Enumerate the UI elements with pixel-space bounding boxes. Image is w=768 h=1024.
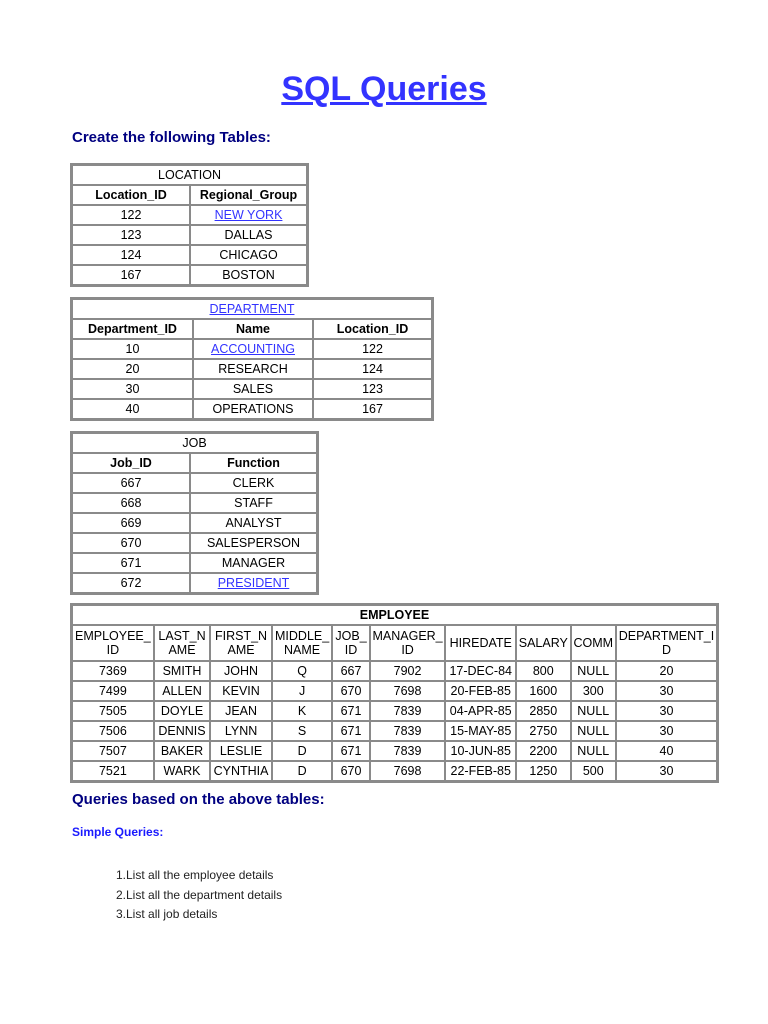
table-cell: 30 bbox=[616, 701, 717, 721]
column-header: Name bbox=[193, 319, 313, 339]
table-cell: 123 bbox=[72, 225, 190, 245]
table-row bbox=[72, 761, 717, 781]
column-header: Job_ID bbox=[72, 453, 190, 473]
table-cell: 10 bbox=[72, 339, 193, 359]
column-header bbox=[445, 625, 516, 661]
table-cell: JOHN bbox=[210, 661, 272, 681]
table-cell: 7698 bbox=[370, 761, 446, 781]
table-cell: 7698 bbox=[370, 681, 446, 701]
table-cell: NULL bbox=[571, 661, 616, 681]
list-item: 2.List all the department details bbox=[116, 887, 283, 902]
table-row bbox=[72, 513, 317, 533]
table-row bbox=[72, 721, 717, 741]
table-cell: CYNTHIA bbox=[210, 761, 272, 781]
president-link[interactable]: PRESIDENT bbox=[190, 573, 317, 593]
header-line: COMM bbox=[573, 636, 614, 650]
header-line: EMPLOYEE_ bbox=[75, 629, 151, 643]
table-title: EMPLOYEE bbox=[72, 605, 717, 625]
table-row bbox=[72, 245, 307, 265]
new-york-link[interactable]: NEW YORK bbox=[190, 205, 307, 225]
table-cell: SALESPERSON bbox=[190, 533, 317, 553]
table-cell: 10-JUN-85 bbox=[445, 741, 516, 761]
queries-heading: Queries based on the above tables: bbox=[72, 791, 325, 808]
table-cell: D bbox=[272, 761, 333, 781]
table-cell: ANALYST bbox=[190, 513, 317, 533]
column-header bbox=[332, 625, 369, 661]
table-cell: K bbox=[272, 701, 333, 721]
table-row bbox=[72, 681, 717, 701]
table-cell: CLERK bbox=[190, 473, 317, 493]
location-table bbox=[70, 163, 309, 287]
table-cell: 30 bbox=[616, 721, 717, 741]
table-cell: 15-MAY-85 bbox=[445, 721, 516, 741]
table-cell: LYNN bbox=[210, 721, 272, 741]
table-row bbox=[72, 473, 317, 493]
column-header bbox=[516, 625, 571, 661]
table-cell: 2750 bbox=[516, 721, 571, 741]
header-line: ID bbox=[344, 643, 358, 657]
header-line: NAME bbox=[284, 643, 321, 657]
table-cell: 30 bbox=[616, 761, 717, 781]
table-cell: 2200 bbox=[516, 741, 571, 761]
column-header bbox=[154, 625, 211, 661]
header-line: HIREDATE bbox=[449, 636, 512, 650]
department-table-title-link[interactable]: DEPARTMENT bbox=[72, 299, 432, 319]
column-header bbox=[370, 625, 446, 661]
list-item: 3.List all job details bbox=[116, 907, 218, 921]
table-cell: 20 bbox=[72, 359, 193, 379]
table-cell: 671 bbox=[332, 741, 369, 761]
table-cell: D bbox=[272, 741, 333, 761]
simple-queries-heading: Simple Queries: bbox=[72, 825, 164, 839]
table-row bbox=[72, 379, 432, 399]
table-cell: 2850 bbox=[516, 701, 571, 721]
query-list bbox=[116, 866, 282, 925]
table-cell: 7902 bbox=[370, 661, 446, 681]
table-cell: KEVIN bbox=[210, 681, 272, 701]
table-row bbox=[72, 265, 307, 285]
table-header-row bbox=[72, 185, 307, 205]
page-title: SQL Queries bbox=[281, 70, 487, 108]
table-cell: 7521 bbox=[72, 761, 154, 781]
column-header bbox=[72, 625, 154, 661]
table-cell: 670 bbox=[72, 533, 190, 553]
table-cell: 500 bbox=[571, 761, 616, 781]
table-cell: CHICAGO bbox=[190, 245, 307, 265]
table-cell: LESLIE bbox=[210, 741, 272, 761]
table-cell: Q bbox=[272, 661, 333, 681]
table-cell: 20 bbox=[616, 661, 717, 681]
table-cell: 122 bbox=[313, 339, 432, 359]
table-row bbox=[72, 553, 317, 573]
job-table bbox=[70, 431, 319, 595]
header-line: LAST_N bbox=[158, 629, 206, 643]
table-cell: S bbox=[272, 721, 333, 741]
table-cell: DOYLE bbox=[154, 701, 211, 721]
table-cell: 04-APR-85 bbox=[445, 701, 516, 721]
table-cell: 7839 bbox=[370, 701, 446, 721]
table-row bbox=[72, 741, 717, 761]
table-cell: DENNIS bbox=[154, 721, 211, 741]
table-caption-row bbox=[72, 299, 432, 319]
table-cell: 800 bbox=[516, 661, 571, 681]
table-cell: JEAN bbox=[210, 701, 272, 721]
department-table bbox=[70, 297, 434, 421]
table-cell: 670 bbox=[332, 761, 369, 781]
table-cell: NULL bbox=[571, 741, 616, 761]
table-row bbox=[72, 533, 317, 553]
table-cell: 7839 bbox=[370, 721, 446, 741]
table-row bbox=[72, 573, 317, 593]
table-cell: 671 bbox=[332, 701, 369, 721]
table-cell: 124 bbox=[72, 245, 190, 265]
table-caption-row bbox=[72, 433, 317, 453]
employee-table bbox=[70, 603, 719, 783]
table-row bbox=[72, 205, 307, 225]
table-row bbox=[72, 339, 432, 359]
table-cell: 123 bbox=[313, 379, 432, 399]
column-header: Department_ID bbox=[72, 319, 193, 339]
table-cell: WARK bbox=[154, 761, 211, 781]
table-cell: OPERATIONS bbox=[193, 399, 313, 419]
column-header bbox=[616, 625, 717, 661]
column-header: Location_ID bbox=[313, 319, 432, 339]
table-cell: BOSTON bbox=[190, 265, 307, 285]
table-cell: DALLAS bbox=[190, 225, 307, 245]
table-header-row bbox=[72, 319, 432, 339]
table-cell: 167 bbox=[72, 265, 190, 285]
table-caption-row bbox=[72, 605, 717, 625]
accounting-link[interactable]: ACCOUNTING bbox=[193, 339, 313, 359]
table-cell: 7505 bbox=[72, 701, 154, 721]
table-row bbox=[72, 399, 432, 419]
table-cell: 672 bbox=[72, 573, 190, 593]
column-header bbox=[571, 625, 616, 661]
table-cell: 40 bbox=[72, 399, 193, 419]
header-line: ID bbox=[106, 643, 120, 657]
table-row bbox=[72, 225, 307, 245]
table-cell: 167 bbox=[313, 399, 432, 419]
column-header: Location_ID bbox=[72, 185, 190, 205]
table-row bbox=[72, 701, 717, 721]
table-cell: 7506 bbox=[72, 721, 154, 741]
table-cell: NULL bbox=[571, 701, 616, 721]
table-cell: SALES bbox=[193, 379, 313, 399]
table-cell: J bbox=[272, 681, 333, 701]
table-cell: NULL bbox=[571, 721, 616, 741]
header-line: MANAGER_ bbox=[372, 629, 443, 643]
table-cell: 22-FEB-85 bbox=[445, 761, 516, 781]
table-cell: 7507 bbox=[72, 741, 154, 761]
table-row bbox=[72, 359, 432, 379]
table-cell: 671 bbox=[72, 553, 190, 573]
table-cell: 30 bbox=[72, 379, 193, 399]
table-cell: 670 bbox=[332, 681, 369, 701]
table-cell: 667 bbox=[72, 473, 190, 493]
header-line: AME bbox=[227, 643, 255, 657]
table-row bbox=[72, 661, 717, 681]
table-cell: 30 bbox=[616, 681, 717, 701]
table-title: JOB bbox=[72, 433, 317, 453]
table-cell: 1250 bbox=[516, 761, 571, 781]
table-cell: 1600 bbox=[516, 681, 571, 701]
header-line: DEPARTMENT_I bbox=[618, 629, 715, 643]
table-cell: 20-FEB-85 bbox=[445, 681, 516, 701]
create-tables-heading: Create the following Tables: bbox=[72, 129, 271, 146]
header-line: D bbox=[661, 643, 671, 657]
table-cell: SMITH bbox=[154, 661, 211, 681]
table-header-row bbox=[72, 453, 317, 473]
header-line: AME bbox=[168, 643, 196, 657]
table-cell: 17-DEC-84 bbox=[445, 661, 516, 681]
table-cell: 671 bbox=[332, 721, 369, 741]
table-cell: 667 bbox=[332, 661, 369, 681]
table-cell: 300 bbox=[571, 681, 616, 701]
table-cell: 668 bbox=[72, 493, 190, 513]
table-cell: RESEARCH bbox=[193, 359, 313, 379]
table-caption-row bbox=[72, 165, 307, 185]
header-line: MIDDLE_ bbox=[275, 629, 330, 643]
table-header-row bbox=[72, 625, 717, 661]
table-cell: BAKER bbox=[154, 741, 211, 761]
table-cell: 122 bbox=[72, 205, 190, 225]
table-cell: 124 bbox=[313, 359, 432, 379]
table-cell: STAFF bbox=[190, 493, 317, 513]
list-item: 1.List all the employee details bbox=[116, 868, 274, 882]
column-header bbox=[272, 625, 333, 661]
column-header: Regional_Group bbox=[190, 185, 307, 205]
header-line: ID bbox=[401, 643, 414, 657]
header-line: JOB_ bbox=[335, 629, 367, 643]
table-cell: 7839 bbox=[370, 741, 446, 761]
column-header bbox=[210, 625, 272, 661]
header-line: FIRST_N bbox=[215, 629, 268, 643]
table-cell: MANAGER bbox=[190, 553, 317, 573]
table-cell: ALLEN bbox=[154, 681, 211, 701]
table-cell: 7499 bbox=[72, 681, 154, 701]
header-line: SALARY bbox=[518, 636, 568, 650]
table-cell: 669 bbox=[72, 513, 190, 533]
employee-rows bbox=[72, 661, 717, 781]
table-row bbox=[72, 493, 317, 513]
column-header: Function bbox=[190, 453, 317, 473]
table-cell: 7369 bbox=[72, 661, 154, 681]
table-cell: 40 bbox=[616, 741, 717, 761]
table-title: LOCATION bbox=[72, 165, 307, 185]
